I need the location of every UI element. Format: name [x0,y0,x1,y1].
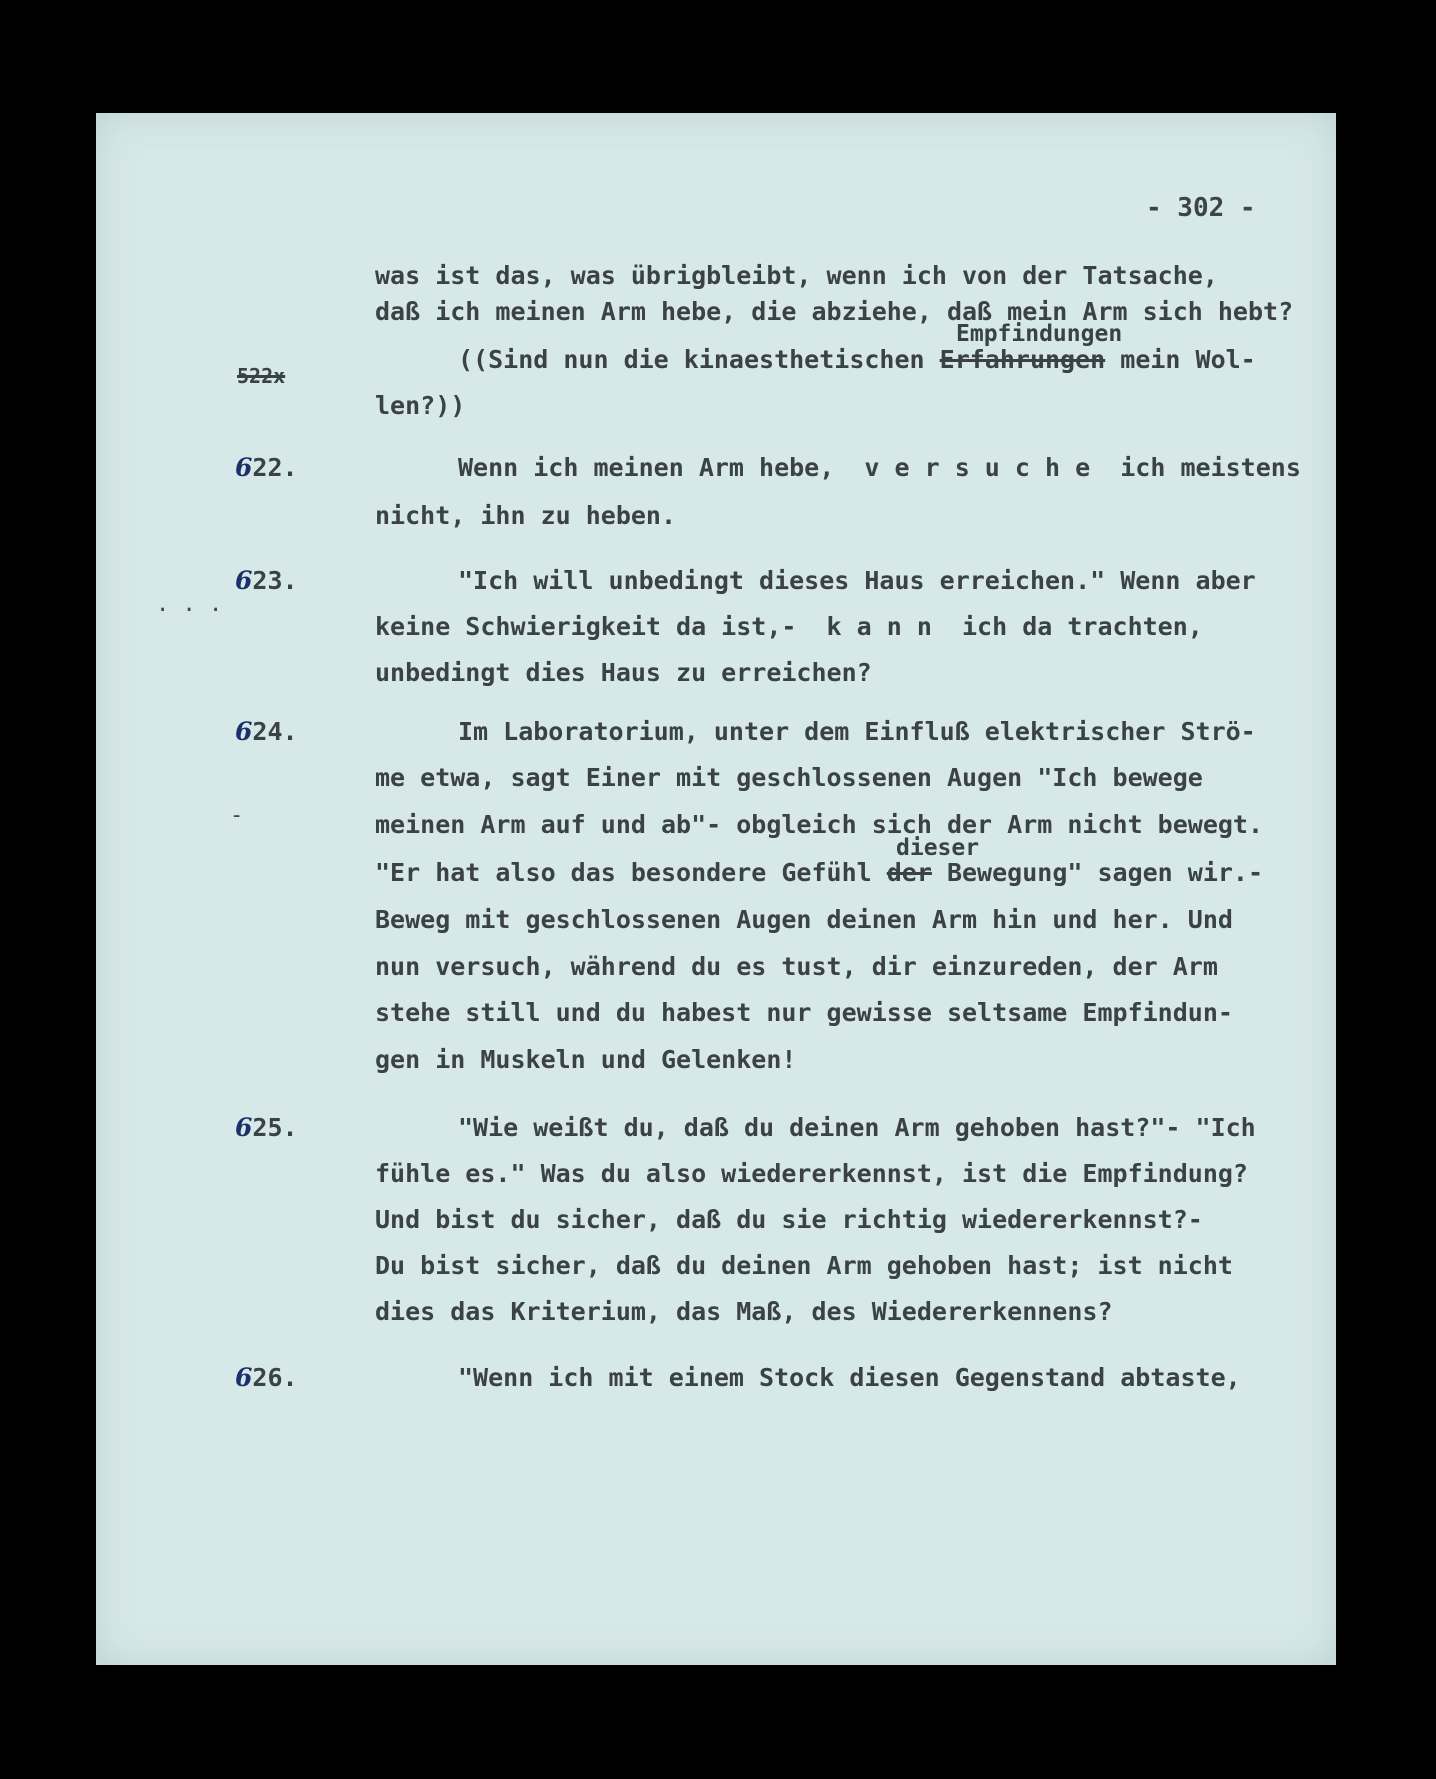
paragraph-number-622: 622. [235,453,298,482]
struck-word: der [886,858,932,887]
text-line: stehe still und du habest nur gewisse seltsame Empfindun- [375,998,1233,1027]
text-line: Und bist du sicher, daß du sie richtig wiedererkennst?- [375,1205,1203,1234]
text-line: ((Sind nun die kinaesthetischen Erfahrungen mein Wol- [458,345,1256,374]
text-line: Im Laboratorium, unter dem Einfluß elektrischer Strö- [458,717,1256,746]
text-line: unbedingt dies Haus zu erreichen? [375,658,872,687]
text-line: meinen Arm auf und ab"- obgleich sich der Arm nicht bewegt. [375,810,1264,839]
text-line: gen in Muskeln und Gelenken! [375,1045,797,1074]
text-line: me etwa, sagt Einer mit geschlossenen Augen "Ich bewege [375,763,1203,792]
text-line: len?)) [375,391,466,420]
text-line: was ist das, was übrigbleibt, wenn ich von der Tatsache, [375,261,1218,290]
struck-word: Erfahrungen [939,345,1106,374]
text-line: nun versuch, während du es tust, dir einzureden, der Arm [375,952,1218,981]
margin-mark: - [230,803,244,828]
struck-margin-number: 522x [237,364,286,388]
text-line: Wenn ich meinen Arm hebe, v e r s u c h e ich meistens [458,453,1301,482]
text-line: Beweg mit geschlossenen Augen deinen Arm hin und her. Und [375,905,1233,934]
text-line: "Ich will unbedingt dieses Haus erreichen." Wenn aber [458,566,1256,595]
inserted-word: Empfindungen [956,321,1123,347]
inserted-word: dieser [896,835,980,861]
text-line: daß ich meinen Arm hebe, die abziehe, daß mein Arm sich hebt? [375,297,1294,326]
text-line: nicht, ihn zu heben. [375,501,677,530]
paragraph-number-624: 624. [235,717,298,746]
paper-sheet [96,113,1336,1665]
text-line: "Er hat also das besondere Gefühl der Bewegung" sagen wir.- [375,858,1264,887]
paragraph-number-623: 623. [235,566,298,595]
text-line: keine Schwierigkeit da ist,- k a n n ich da trachten, [375,612,1203,641]
margin-mark: · · · [156,598,223,623]
paragraph-number-625: 625. [235,1113,298,1142]
text-line: "Wie weißt du, daß du deinen Arm gehoben hast?"- "Ich [458,1113,1256,1142]
page-number: - 302 - [1146,193,1256,223]
paragraph-number-626: 626. [235,1363,298,1392]
text-line: "Wenn ich mit einem Stock diesen Gegenstand abtaste, [458,1363,1241,1392]
text-line: Du bist sicher, daß du deinen Arm gehoben hast; ist nicht [375,1251,1233,1280]
text-line: dies das Kriterium, das Maß, des Wiedererkennens? [375,1297,1113,1326]
text-line: fühle es." Was du also wiedererkennst, ist die Empfindung? [375,1159,1248,1188]
